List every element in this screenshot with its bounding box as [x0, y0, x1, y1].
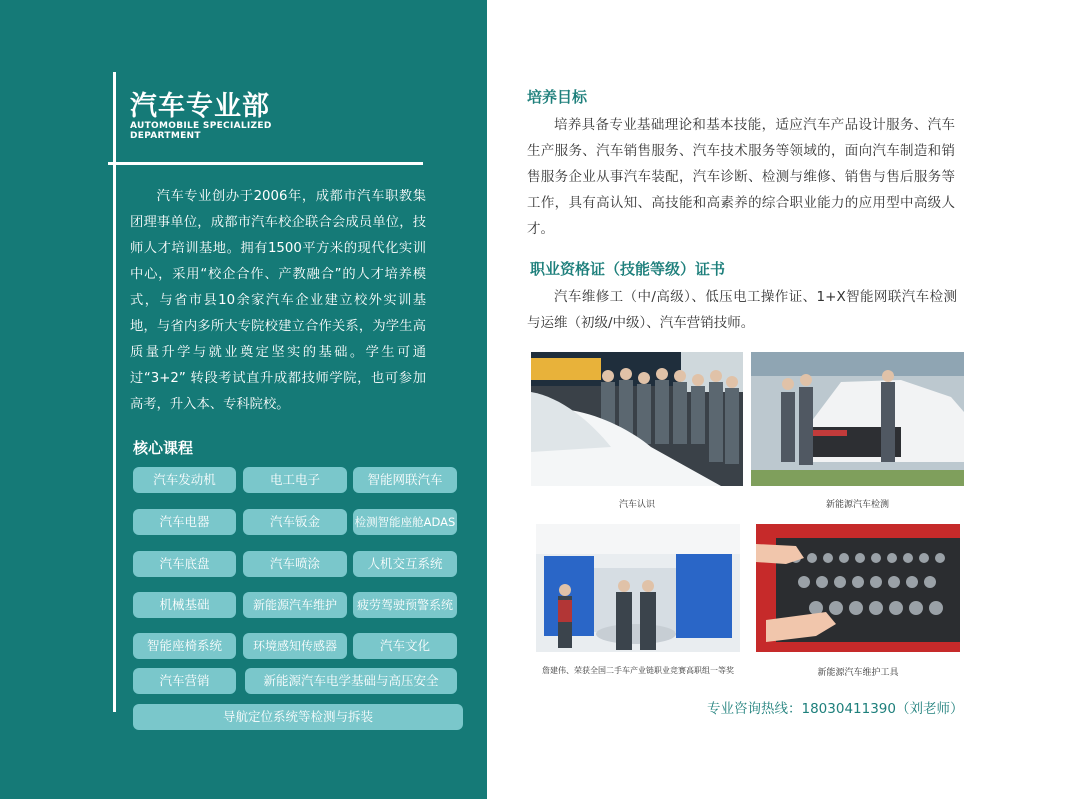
core-courses-title: 核心课程	[133, 439, 194, 457]
department-title-en	[130, 121, 330, 141]
department-title-en-line1: AUTOMOBILE SPECIALIZED	[130, 121, 272, 131]
photo-tools	[756, 524, 960, 652]
photo-car-recognition	[531, 352, 743, 486]
caption-car-recognition: 汽车认识	[618, 500, 655, 510]
left-panel	[0, 0, 487, 799]
training-goal-title: 培养目标	[527, 88, 588, 106]
vertical-rule	[113, 72, 116, 712]
course-chip: 汽车营销	[133, 668, 236, 694]
course-chip: 新能源汽车电学基础与高压安全	[245, 668, 457, 694]
course-chip: 环境感知传感器	[243, 633, 347, 659]
course-chip: 汽车底盘	[133, 551, 236, 577]
course-chip: 电工电子	[243, 467, 347, 493]
department-title-en-line2: DEPARTMENT	[130, 131, 201, 141]
course-chip: 疲劳驾驶预警系统	[353, 592, 457, 618]
photo-award	[536, 524, 740, 652]
course-chip: 智能座椅系统	[133, 633, 236, 659]
photo-award-image	[536, 524, 740, 652]
course-chip: 汽车发动机	[133, 467, 236, 493]
course-chip: 机械基础	[133, 592, 236, 618]
course-chip: 检测智能座舱ADAS	[353, 509, 457, 535]
course-chip: 汽车电器	[133, 509, 236, 535]
caption-award: 詹建伟、荣获全国二手车产业链职业竞赛高职组一等奖	[542, 666, 734, 675]
course-chip: 汽车文化	[353, 633, 457, 659]
training-goal-text: 培养具备专业基础理论和基本技能，适应汽车产品设计服务、汽车生产服务、汽车销售服务、汽车技术服务等领域的，面向汽车制造和销售服务企业从事汽车装配，汽车诊断、检测与维修、销售与售后服务等工作，具有高认知、高技能和高素养的综合职业能力的应用型中高级人才。	[527, 117, 955, 237]
caption-tools: 新能源汽车维护工具	[817, 668, 899, 678]
department-intro: 汽车专业创办于2006年，成都市汽车职教集团理事单位，成都市汽车校企联合会成员单位，技师人才培训基地。拥有1500平方米的现代化实训中心，采用“校企合作、产教融合”的人才培养模式，与省市县10余家汽车企业建立校外实训基地，与省内多所大专院校建立合作关系，为学生高质量升学与就业奠定坚实的基础。学生可通过“3+2” 转段考试直升成都技师学院，也可参加高考，升入本、专科院校。	[130, 189, 426, 412]
department-title: 汽车专业部	[130, 91, 270, 122]
photo-car-recognition-image	[531, 352, 743, 486]
certificate-text: 汽车维修工（中/高级）、低压电工操作证、1+X智能网联汽车检测与运维（初级/中级）、汽车营销技师。	[527, 289, 957, 331]
consultation-hotline: 专业咨询热线：18030411390（刘老师）	[707, 701, 964, 717]
course-chip: 汽车喷涂	[243, 551, 347, 577]
horizontal-rule	[108, 162, 423, 165]
photo-tools-image	[756, 524, 960, 652]
certificate-title: 职业资格证（技能等级）证书	[530, 260, 726, 278]
course-chip: 新能源汽车维护	[243, 592, 347, 618]
photo-ev-inspection	[751, 352, 964, 486]
photo-ev-inspection-image	[751, 352, 964, 486]
course-chip: 汽车钣金	[243, 509, 347, 535]
caption-ev-inspection: 新能源汽车检测	[825, 500, 889, 510]
course-chip: 人机交互系统	[353, 551, 457, 577]
course-chip: 导航定位系统等检测与拆装	[133, 704, 463, 730]
course-chip: 智能网联汽车	[353, 467, 457, 493]
